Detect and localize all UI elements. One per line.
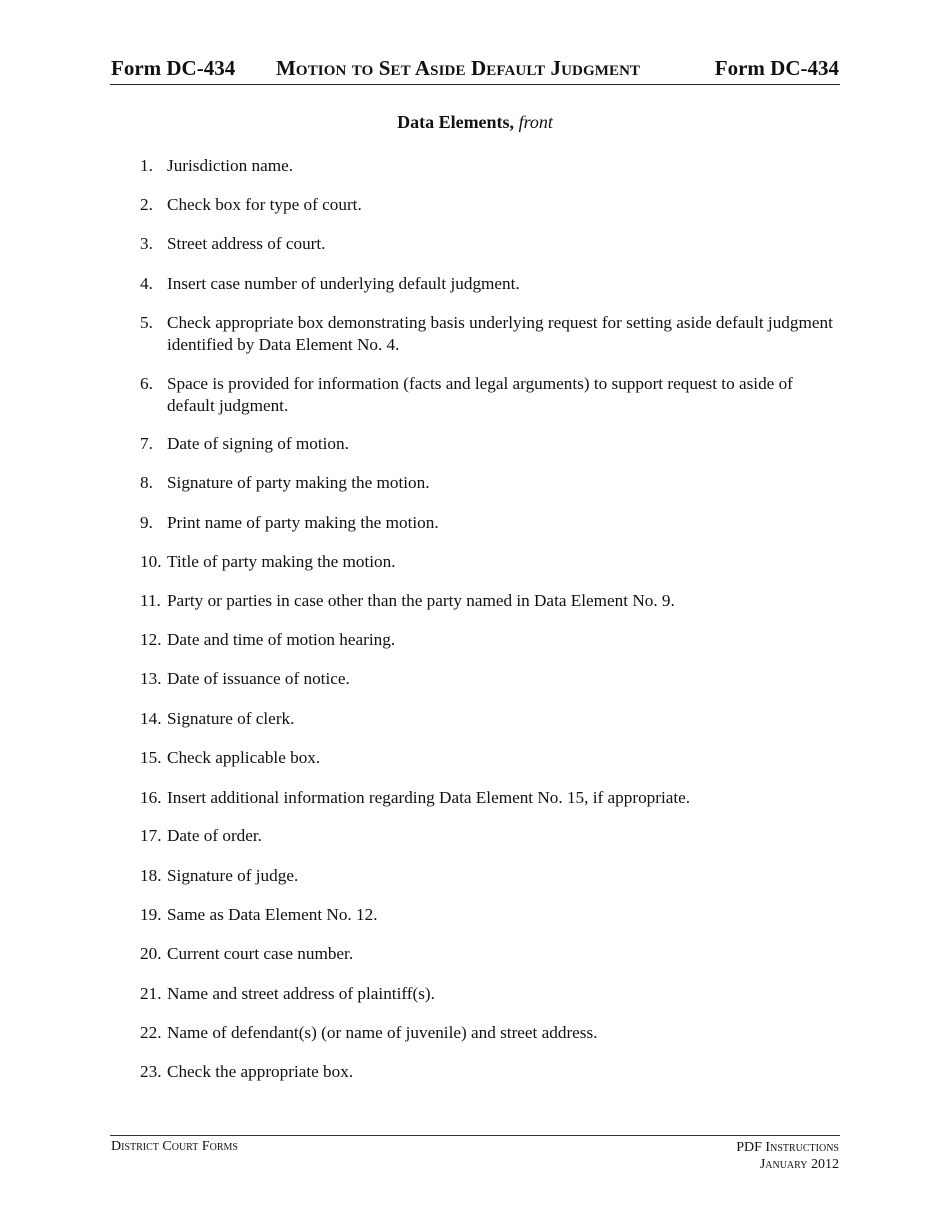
- item-text: Street address of court.: [167, 234, 326, 253]
- item-number: 10.: [140, 552, 162, 571]
- item-number: 13.: [140, 669, 162, 688]
- list-item: [140, 312, 840, 355]
- list-item: [140, 590, 840, 612]
- item-text: Jurisdiction name.: [167, 156, 294, 175]
- item-number: 8.: [140, 473, 153, 492]
- list-item: [140, 512, 840, 534]
- list-item: [140, 865, 840, 887]
- section-title: [0, 112, 950, 133]
- list-item: [140, 1022, 840, 1044]
- list-item: [140, 708, 840, 730]
- item-number: 21.: [140, 984, 162, 1003]
- list-item: [140, 983, 840, 1005]
- item-text: Current court case number.: [167, 944, 354, 963]
- list-item: [140, 943, 840, 965]
- footer-right-line2: January 2012: [759, 1157, 839, 1172]
- item-number: 23.: [140, 1062, 162, 1081]
- item-text: Date and time of motion hearing.: [167, 630, 396, 649]
- list-item: [140, 787, 840, 809]
- list-item: [140, 233, 840, 255]
- item-number: 18.: [140, 866, 162, 885]
- section-title-bold: Data Elements,: [397, 112, 515, 132]
- item-number: 19.: [140, 905, 162, 924]
- item-text: Title of party making the motion.: [167, 552, 396, 571]
- list-item: [140, 155, 840, 177]
- page-footer: [110, 1135, 840, 1172]
- item-text: Signature of judge.: [167, 866, 299, 885]
- item-text: Name and street address of plaintiff(s).: [167, 984, 435, 1003]
- item-number: 4.: [140, 274, 153, 293]
- list-item: [140, 747, 840, 769]
- item-number: 15.: [140, 748, 162, 767]
- item-text: Signature of clerk.: [167, 709, 295, 728]
- list-item: [140, 433, 840, 455]
- item-text: Check box for type of court.: [167, 195, 362, 214]
- item-number: 22.: [140, 1023, 162, 1042]
- item-number: 1.: [140, 156, 153, 175]
- item-number: 9.: [140, 513, 153, 532]
- list-item: [140, 551, 840, 573]
- footer-left: District Court Forms: [111, 1139, 238, 1154]
- item-text: Check applicable box.: [167, 748, 321, 767]
- item-number: 17.: [140, 826, 162, 845]
- page-title: Motion to Set Aside Default Judgment: [276, 56, 641, 80]
- item-number: 5.: [140, 313, 153, 332]
- item-number: 2.: [140, 195, 153, 214]
- item-number: 11.: [140, 591, 161, 610]
- footer-right-line1: PDF Instructions: [736, 1140, 839, 1155]
- form-number-left: Form DC-434: [111, 56, 236, 80]
- item-text: Party or parties in case other than the party named in Data Element No. 9.: [167, 591, 675, 610]
- item-number: 20.: [140, 944, 162, 963]
- item-text: Date of signing of motion.: [167, 434, 349, 453]
- footer-right: [736, 1139, 839, 1173]
- list-item: [140, 825, 840, 847]
- item-text: Print name of party making the motion.: [167, 513, 439, 532]
- item-number: 14.: [140, 709, 162, 728]
- list-item: [140, 194, 840, 216]
- list-item: [140, 904, 840, 926]
- list-item: [140, 668, 840, 690]
- list-item: [140, 273, 840, 295]
- section-title-italic: front: [518, 112, 553, 132]
- item-number: 12.: [140, 630, 162, 649]
- item-text: Insert case number of underlying default judgment.: [167, 274, 520, 293]
- item-text: Date of order.: [167, 826, 262, 845]
- item-text: Check the appropriate box.: [167, 1062, 354, 1081]
- item-text: Date of issuance of notice.: [167, 669, 350, 688]
- page-header: [110, 56, 840, 85]
- item-number: 3.: [140, 234, 153, 253]
- item-text: Check appropriate box demonstrating basis underlying request for setting aside default judgment identified by Data Element No. 4.: [167, 313, 833, 354]
- item-text: Space is provided for information (facts and legal arguments) to support request to aside of default judgment.: [167, 374, 793, 415]
- list-item: [140, 472, 840, 494]
- item-text: Same as Data Element No. 12.: [167, 905, 378, 924]
- list-item: [140, 373, 840, 416]
- list-item: [140, 1061, 840, 1083]
- item-number: 16.: [140, 788, 162, 807]
- form-number-right: Form DC-434: [714, 56, 839, 80]
- item-text: Signature of party making the motion.: [167, 473, 430, 492]
- list-item: [140, 629, 840, 651]
- item-number: 6.: [140, 374, 153, 393]
- item-text: Insert additional information regarding Data Element No. 15, if appropriate.: [167, 788, 691, 807]
- item-number: 7.: [140, 434, 153, 453]
- item-text: Name of defendant(s) (or name of juvenile) and street address.: [167, 1023, 598, 1042]
